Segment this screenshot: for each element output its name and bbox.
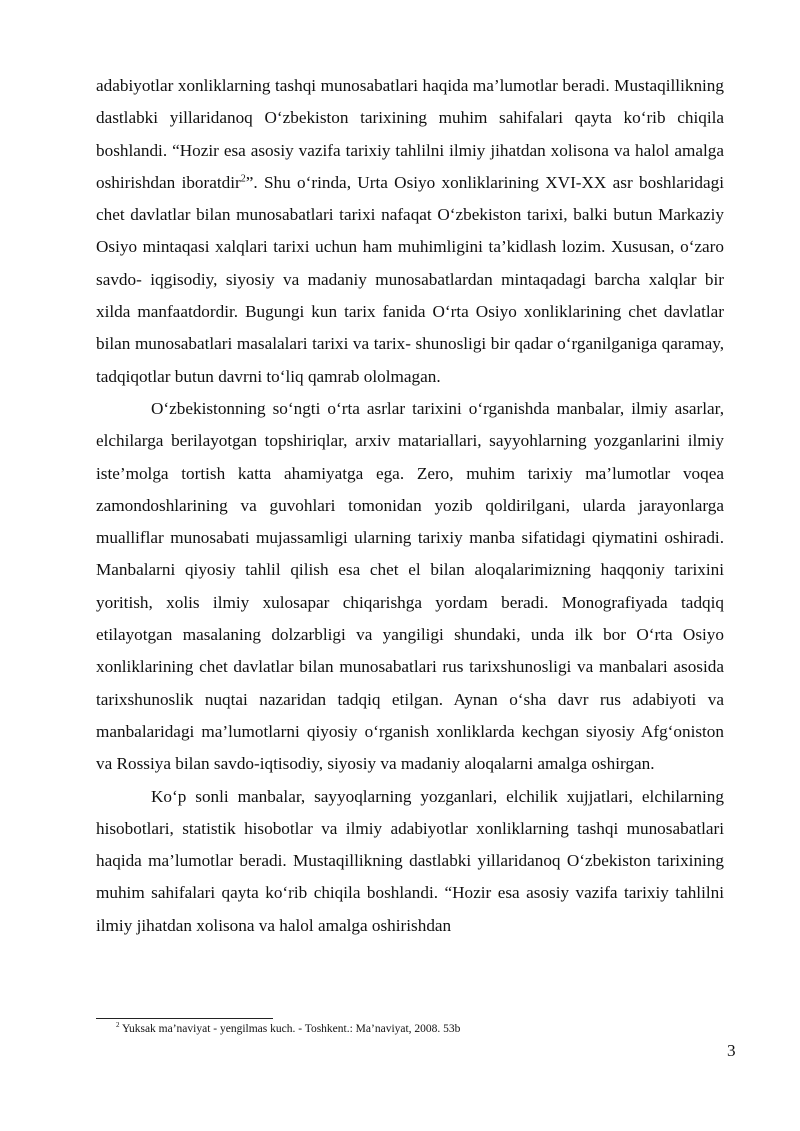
paragraph-2: O‘zbekistonning so‘ngti o‘rta asrlar tarixini o‘rganishda manbalar, ilmiy asarlar, elchilarga berilayotgan topshiriqlar, arxiv matariallari, sayyohlarning yozganlarini ilmiy iste’molga tortish katta ahamiyatga ega. Zero, muhim tarixiy ma’lumotlar voqea zamondoshlarining va guvohlari tomonidan yozib qoldirilgani, ularda jarayonlarga mualliflar munosabati mujassamligi ularning tarixiy manba sifatidagi qiymatini oshiradi. Manbalarni qiyosiy tahlil qilish esa chet el bilan aloqalarimizning haqqoniy tarixini yoritish, xolis ilmiy xulosapar chiqarishga yordam beradi. Monografiyada tadqiq etilayotgan masalaning dolzarbligi va yangiligi shundaki, unda ilk bor O‘rta Osiyo xonliklarining chet davlatlar bilan munosabatlari rus tarixshunosligi va manbalari asosida tarixshunoslik nuqtai nazaridan tadqiq etilgan. Aynan o‘sha davr rus adabiyoti va manbalaridagi ma’lumotlarni qiyosiy o‘rganish xonliklarda kechgan siyosiy Afg‘oniston va Rossiya bilan savdo-iqtisodiy, siyosiy va madaniy aloqalarni amalga oshirgan. — [96, 398, 724, 774]
paragraph-1-text: adabiyotlar xonliklarning tashqi munosabatlari haqida ma’lumotlar beradi. Mustaqillikning dastlabki yillaridanoq O‘zbekiston tarixining muhim sahifalari qayta ko‘rib chiqila boshlandi. “Hozir esa asosiy vazifa tarixiy tahlilni ilmiy jihatdan xolisona va halol amalga oshirishdan iboratdir — [96, 76, 724, 192]
footnote-separator — [96, 1018, 273, 1019]
paragraph-1 — [96, 70, 724, 393]
footnote — [116, 1021, 460, 1037]
paragraph-3: Ko‘p sonli manbalar, sayyoqlarning yozganlari, elchilik xujjatlari, elchilarning hisobotlari, statistik hisobotlar va ilmiy adabiyotlar xonliklarning tashqi munosabatlari haqida ma’lumotlar beradi. Mustaqillikning dastlabki yillaridanoq O‘zbekiston tarixining muhim sahifalari qayta ko‘rib chiqila boshlandi. “Hozir esa asosiy vazifa tarixiy tahlilni ilmiy jihatdan xolisona va halol amalga oshirishdan — [96, 786, 724, 935]
document-body — [96, 70, 724, 942]
footnote-text: Yuksak ma’naviyat - yengilmas kuch. - Toshkent.: Ma’naviyat, 2008. 53b — [119, 1023, 461, 1035]
page-number: 3 — [727, 1041, 736, 1060]
footnote-mark: 2 — [116, 1021, 120, 1030]
paragraph-1-text-continued: ”. Shu o‘rinda, Urta Osiyo xonliklarining XVI-XX asr boshlaridagi chet davlatlar bilan munosabatlari tarixi nafaqat O‘zbekiston tarixi, balki butun Markaziy Osiyo mintaqasi xalqlari tarixi uchun ham muhimligini ta’kidlash lozim. Xususan, o‘zaro savdo- iqgisodiy, siyosiy va madaniy munosabatlardan mintaqadagi barcha xalqlar bir xilda manfaatdordir. Bugungi kun tarix fanida O‘rta Osiyo xonliklarining chet davlatlar bilan munosabatlari masalalari tarixi va tarix- shunosligi bir qadar o‘rganilganiga qaramay, tadqiqotlar butun davrni to‘liq qamrab ololmagan. — [96, 172, 724, 386]
footnote-reference[interactable]: 2 — [240, 173, 246, 185]
